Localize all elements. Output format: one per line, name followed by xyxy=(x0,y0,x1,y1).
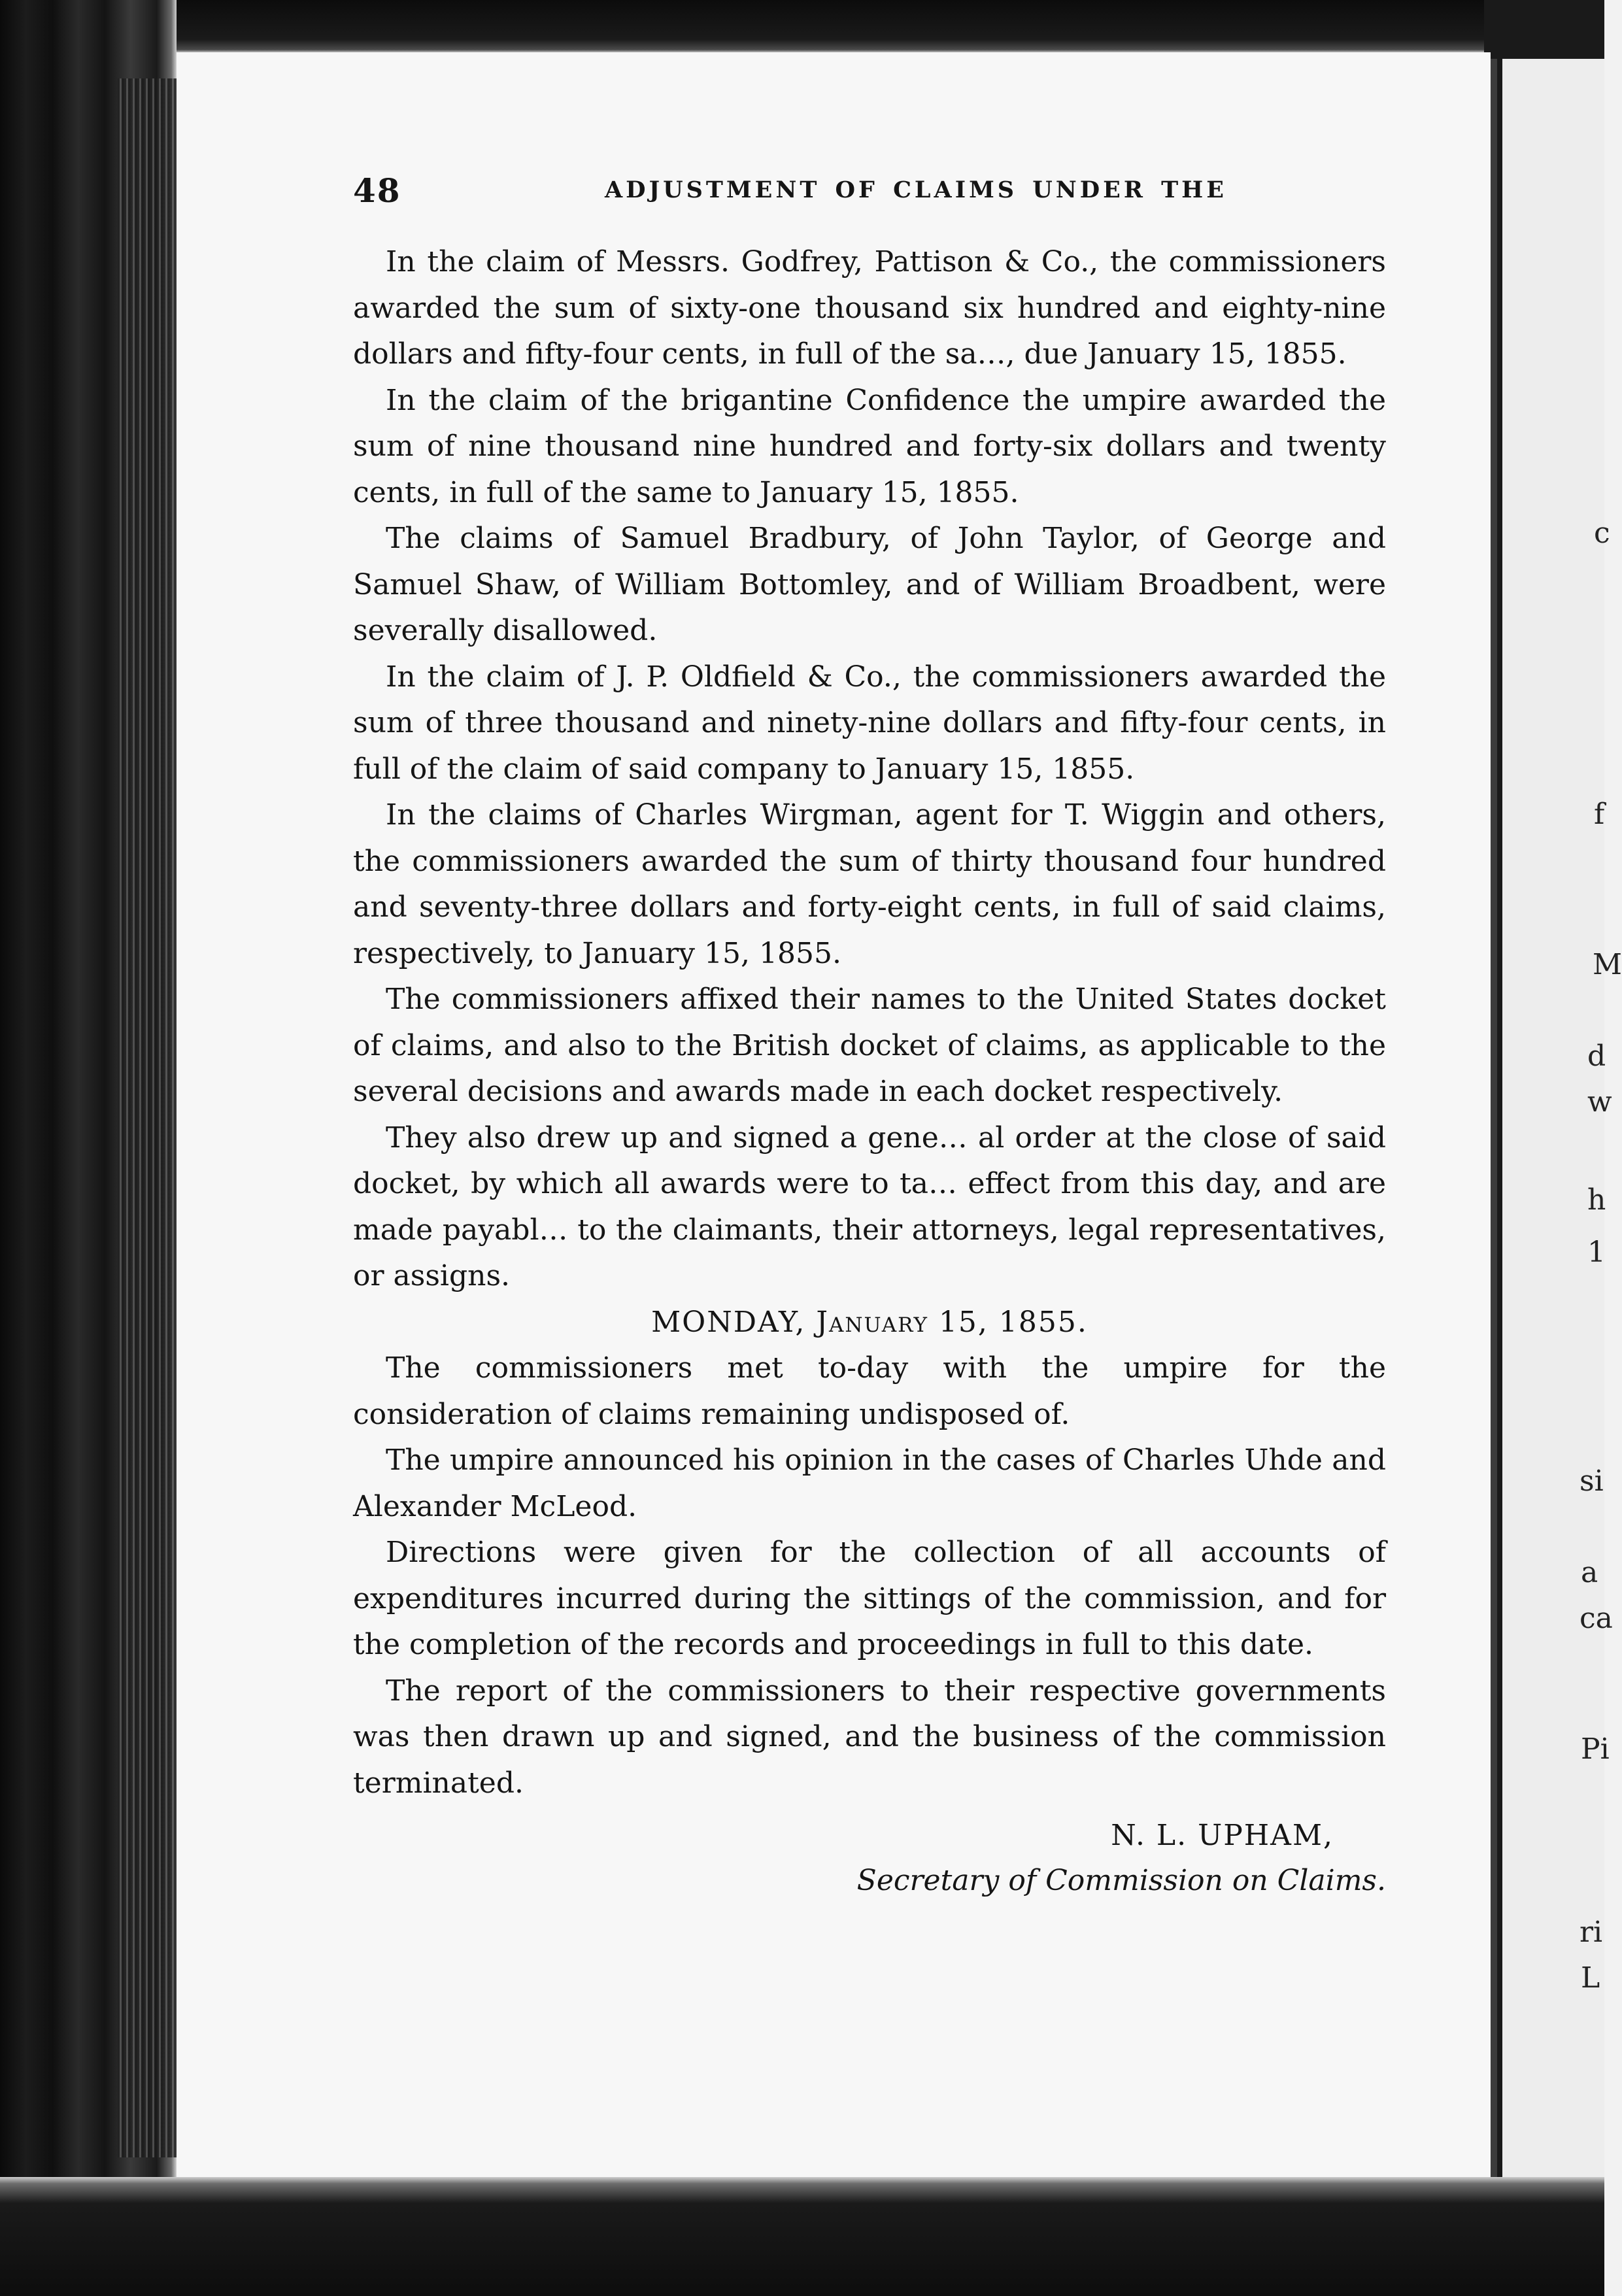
date-heading-date: 15, 1855. xyxy=(938,1305,1088,1339)
date-heading-day: MONDAY, xyxy=(651,1305,806,1339)
paragraph: The commissioners affixed their names to the United States docket of claims, and also to the British docket of claims, as applicable to the several decisions and awards made in each docket respectively. xyxy=(353,983,1386,1108)
facing-char: a xyxy=(1581,1556,1598,1589)
paragraph: They also drew up and signed a gene… al order at the close of said docket, by which all awards were to ta… effect from this day, and are made payabl… to the claimants, their attorneys, legal representatives, or assigns. xyxy=(353,1121,1386,1292)
facing-char: f xyxy=(1594,798,1605,831)
page-content xyxy=(353,171,1386,1902)
facing-char: d xyxy=(1587,1039,1606,1073)
gutter-strip xyxy=(1491,59,1497,2177)
paragraph: The umpire announced his opinion in the cases of Charles Uhde and Alexander McLeod. xyxy=(353,1443,1386,1523)
paragraph: The claims of Samuel Bradbury, of John Taylor, of George and Samuel Shaw, of William Bottomley, and of William Broadbent, were severally disallowed. xyxy=(353,522,1386,647)
paragraph: In the claim of Messrs. Godfrey, Pattison & Co., the commissioners awarded the sum of sixty-one thousand six hundred and eighty-nine dollars and fifty-four cents, in full of the sa…, due January 15, 1855. xyxy=(353,245,1386,371)
paragraph: The report of the commissioners to their respective governments was then drawn up and signed, and the business of the commission terminated. xyxy=(353,1674,1386,1800)
date-heading xyxy=(353,1300,1386,1346)
paragraph: In the claims of Charles Wirgman, agent for T. Wiggin and others, the commissioners awarded the sum of thirty thousand four hundred and seventy-three dollars and forty-eight cents, in full of said claims, respectively, to January 15, 1855. xyxy=(353,798,1386,970)
paragraph: In the claim of J. P. Oldfield & Co., the commissioners awarded the sum of three thousand and ninety-nine dollars and fifty-four cents, in full of the claim of said company to January 15, 1855. xyxy=(353,660,1386,786)
running-head: ADJUSTMENT OF CLAIMS UNDER THE xyxy=(605,177,1227,203)
facing-char: w xyxy=(1587,1085,1612,1119)
paragraph: The commissioners met to-day with the umpire for the consideration of claims remaining undisposed of. xyxy=(353,1351,1386,1431)
facing-char: L xyxy=(1581,1961,1600,1995)
signature-title: Secretary of Commission on Claims. xyxy=(856,1863,1386,1897)
date-heading-month: January xyxy=(816,1305,928,1339)
page-header xyxy=(353,171,1386,213)
page-number: 48 xyxy=(353,171,401,210)
facing-char: h xyxy=(1587,1183,1606,1217)
paragraph: In the claim of the brigantine Confidence the umpire awarded the sum of nine thousand nine hundred and forty-six dollars and twenty cents, in full of the same to January 15, 1855. xyxy=(353,383,1386,509)
page-stack-edge xyxy=(118,78,177,2157)
facing-char: ri xyxy=(1580,1916,1603,1949)
scan-bottom-edge xyxy=(0,2177,1604,2296)
facing-char: M xyxy=(1593,948,1622,981)
paragraph: Directions were given for the collection of all accounts of expenditures incurred during the sittings of the commission, and for the completion of the records and proceedings in full to this date. xyxy=(353,1536,1386,1661)
facing-page-fragment xyxy=(1502,59,1622,2177)
signature-name: N. L. UPHAM, xyxy=(1111,1819,1334,1852)
facing-char: c xyxy=(1594,516,1610,550)
facing-char: si xyxy=(1580,1464,1604,1498)
facing-char: ca xyxy=(1580,1602,1613,1635)
signature-block xyxy=(353,1813,1386,1902)
scan-top-edge xyxy=(0,0,1604,52)
facing-char: Pi xyxy=(1581,1732,1610,1766)
facing-char: 1 xyxy=(1587,1236,1606,1269)
